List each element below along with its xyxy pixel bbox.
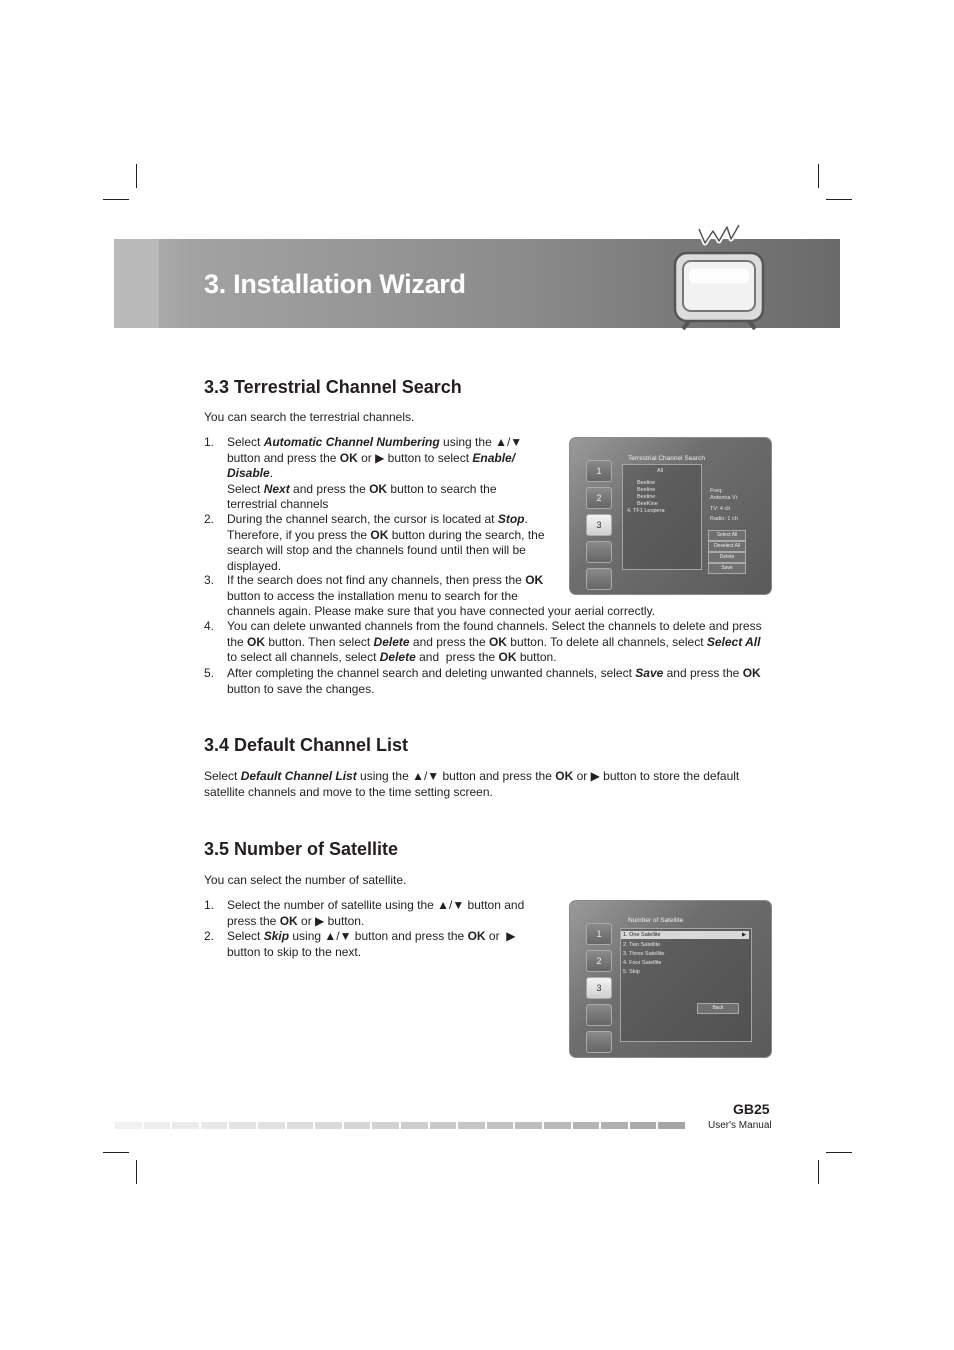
list-number: 5. <box>204 666 215 680</box>
manual-label: User's Manual <box>708 1120 772 1131</box>
step-icon <box>586 1031 612 1053</box>
step-icon <box>586 541 612 563</box>
tv-icon <box>669 219 769 331</box>
wizard-steps <box>586 923 610 1058</box>
list-number: 2. <box>204 512 215 526</box>
option-item: 1. One Satellite <box>623 932 661 938</box>
info-line: TV: 4 ch <box>710 506 731 512</box>
channel-name: 4. TF1 Leopera <box>627 508 665 514</box>
screen-title: Number of Satellite <box>628 917 684 924</box>
crop-mark <box>103 1152 129 1153</box>
list-number: 4. <box>204 619 215 633</box>
list-number: 3. <box>204 573 215 587</box>
step-icon: 3 <box>586 514 612 536</box>
wizard-steps <box>586 460 610 595</box>
option-item: 3. Three Satellite <box>623 951 665 957</box>
section-heading: 3.4 Default Channel List <box>204 735 409 755</box>
step-icon: 1 <box>586 923 612 945</box>
list-item: Select the number of satellite using the ▲/▼ button and press the OK or ▶ button. <box>227 898 525 928</box>
screen-title: Terrestrial Channel Search <box>628 455 705 462</box>
step-icon: 1 <box>586 460 612 482</box>
list-number: 2. <box>204 929 215 943</box>
crop-mark <box>136 1160 137 1184</box>
section-body: Select Default Channel List using the ▲/▼ button and press the OK or ▶ button to store the default satellite channels and move to the time setting screen. <box>204 769 740 799</box>
select-all-button: Select All <box>708 530 746 541</box>
channel-list-panel <box>622 464 702 570</box>
list-number: 1. <box>204 898 215 912</box>
list-item: Select Skip using ▲/▼ button and press the OK or ▶ button to skip to the next. <box>227 929 516 959</box>
info-line: Radio: 1 ch <box>710 516 738 522</box>
list-number: 1. <box>204 435 215 449</box>
crop-mark <box>136 164 137 188</box>
list-item: After completing the channel search and deleting unwanted channels, select Save and press the OK button to save the changes. <box>227 666 761 696</box>
section-intro: You can search the terrestrial channels. <box>204 410 415 424</box>
tab-label: All <box>657 468 664 474</box>
channel-name: Beeline <box>637 480 656 486</box>
footer-gradient-bar <box>115 1122 685 1129</box>
step-icon: 2 <box>586 950 612 972</box>
satellite-option-panel <box>620 928 752 1042</box>
delete-button: Delete <box>708 552 746 563</box>
chapter-banner <box>114 239 840 328</box>
list-item: You can delete unwanted channels from the found channels. Select the channels to delete and press the OK button. Then select Delete and press the OK button. To delete all channels, select Select All to select all channels, select Delete and press the OK button. <box>227 619 762 664</box>
channel-name: BeeKine <box>637 501 658 507</box>
option-item: 2. Two Satellite <box>623 942 661 948</box>
terrestrial-search-screenshot <box>569 437 772 595</box>
list-item: If the search does not find any channels, then press the OK button to access the installation menu to search for the <box>227 573 544 603</box>
page-number: GB25 <box>733 1101 770 1117</box>
deselect-all-button: Deselect All <box>708 541 746 552</box>
list-item-continued: channels again. Please make sure that you have connected your aerial correctly. <box>227 604 656 618</box>
info-line: Antenna Vi: <box>710 495 739 501</box>
list-item: During the channel search, the cursor is located at Stop. Therefore, if you press the OK button during the search, the search will stop and the channels found until then will be displayed. <box>227 512 545 573</box>
section-heading: 3.5 Number of Satellite <box>204 839 399 859</box>
channel-name: Beeline <box>637 494 656 500</box>
step-icon <box>586 1004 612 1026</box>
info-line: Freq: <box>710 488 723 494</box>
step-icon: 3 <box>586 977 612 999</box>
crop-mark <box>818 164 819 188</box>
chapter-title: 3. Installation Wizard <box>204 269 466 299</box>
channel-name: Beeline <box>637 487 656 493</box>
section-heading: 3.3 Terrestrial Channel Search <box>204 377 462 397</box>
section-intro: You can select the number of satellite. <box>204 873 407 887</box>
crop-mark <box>103 199 129 200</box>
list-item: Select Automatic Channel Numbering using the ▲/▼ button and press the OK or ▶ button to select Enable/ Disable. Select Next and press the OK button to search the terrestrial channels <box>227 435 523 511</box>
option-item: 4. Four Satellite <box>623 960 662 966</box>
crop-mark <box>818 1160 819 1184</box>
option-item: 5. Skip <box>623 969 640 975</box>
save-button: Save <box>708 563 746 574</box>
arrow-right-icon: ▶ <box>742 932 747 938</box>
step-icon: 2 <box>586 487 612 509</box>
crop-mark <box>826 1152 852 1153</box>
step-icon <box>586 568 612 590</box>
number-of-satellite-screenshot <box>569 900 772 1058</box>
crop-mark <box>826 199 852 200</box>
back-button: Back <box>697 1003 739 1014</box>
